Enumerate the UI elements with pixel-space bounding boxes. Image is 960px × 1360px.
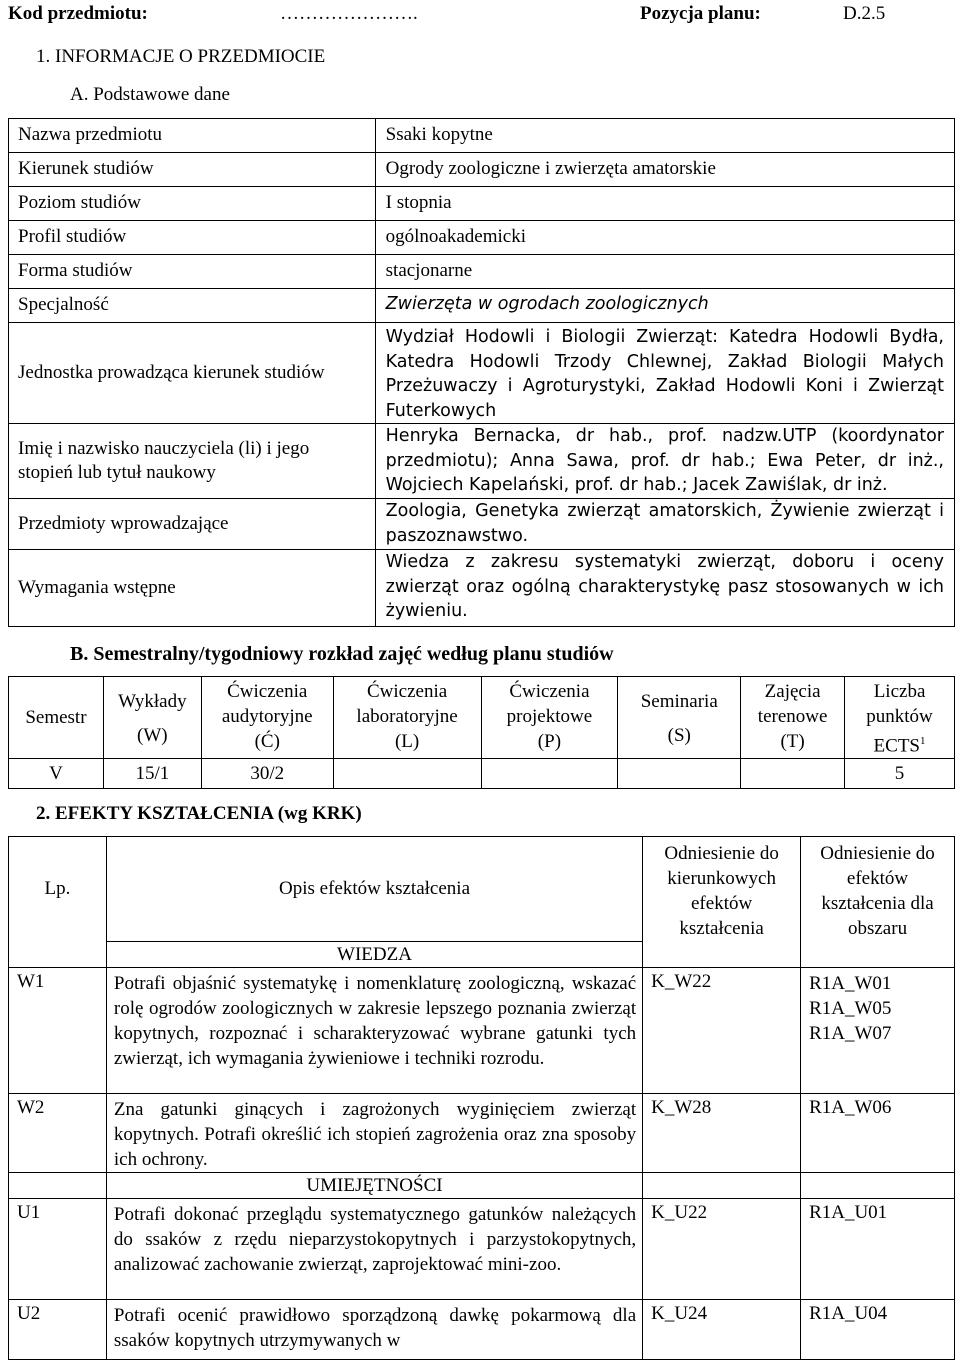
basic-value: Wydział Hodowli i Biologii Zwierząt: Katedra Hodowli Bydła, Katedra Hodowli Trzody Chlewnej, Zakład Biologii Małych Przeżuwaczy i Agroturystyki, Zakład Hodowli Koni i Zwierząt Futerkowych	[375, 323, 954, 424]
basic-value: Zwierzęta w ogrodach zoologicznych	[375, 289, 954, 323]
cw-audytoryjne-header: Ćwiczenia audytoryjne (Ć)	[201, 677, 333, 759]
semestr-header: Semestr	[9, 677, 104, 759]
kierunkowe-header: Odniesienie do kierunkowych efektów kształcenia	[643, 837, 801, 968]
effect-obszar: R1A_U04	[801, 1300, 955, 1360]
basic-label: Profil studiów	[9, 221, 376, 255]
schedule-semestr: V	[9, 759, 104, 789]
opis-header: Opis efektów kształcenia	[106, 837, 642, 942]
effect-kier: K_W28	[643, 1094, 801, 1173]
basic-label: Kierunek studiów	[9, 153, 376, 187]
umiejetnosci-spacer	[801, 1173, 955, 1199]
umiejetnosci-label: UMIEJĘTNOŚCI	[106, 1173, 642, 1199]
basic-value: ogólnoakademicki	[375, 221, 954, 255]
basic-label: Wymagania wstępne	[9, 550, 376, 627]
schedule-s	[618, 759, 741, 789]
effect-kier: K_U22	[643, 1199, 801, 1300]
section-a-title: A. Podstawowe dane	[70, 84, 230, 105]
obszar-header: Odniesienie do efektów kształcenia dla obszaru	[801, 837, 955, 968]
section-1-title: 1. INFORMACJE O PRZEDMIOCIE	[36, 46, 326, 67]
effect-kier: K_U24	[643, 1300, 801, 1360]
section-b-title: B. Semestralny/tygodniowy rozkład zajęć według planu studiów	[70, 643, 614, 665]
wyklady-header: Wykłady (W)	[103, 677, 201, 759]
schedule-w: 15/1	[103, 759, 201, 789]
schedule-t	[741, 759, 845, 789]
plan-position-value: D.2.5	[843, 3, 886, 24]
basic-label: Jednostka prowadząca kierunek studiów	[9, 323, 376, 424]
basic-label: Specjalność	[9, 289, 376, 323]
effect-obszar: R1A_W01 R1A_W05 R1A_W07	[801, 968, 955, 1094]
basic-value: Ssaki kopytne	[375, 119, 954, 153]
zajecia-terenowe-header: Zajęcia terenowe (T)	[741, 677, 845, 759]
basic-value: I stopnia	[375, 187, 954, 221]
schedule-l	[333, 759, 481, 789]
effect-obszar: R1A_W06	[801, 1094, 955, 1173]
schedule-table	[8, 676, 955, 789]
lp-header-spacer	[9, 942, 107, 968]
schedule-p	[481, 759, 618, 789]
cw-laboratoryjne-header: Ćwiczenia laboratoryjne (L)	[333, 677, 481, 759]
schedule-ects: 5	[845, 759, 955, 789]
schedule-c: 30/2	[201, 759, 333, 789]
basic-data-table	[8, 118, 955, 627]
plan-position-label: Pozycja planu:	[640, 3, 761, 24]
basic-label: Forma studiów	[9, 255, 376, 289]
cw-projektowe-header: Ćwiczenia projektowe (P)	[481, 677, 618, 759]
basic-value: Wiedza z zakresu systematyki zwierząt, doboru i oceny zwierząt oraz ogólną charakterystykę pasz stosowanych w ich żywieniu.	[375, 550, 954, 627]
effect-lp: W1	[9, 968, 107, 1094]
basic-label: Poziom studiów	[9, 187, 376, 221]
umiejetnosci-spacer	[643, 1173, 801, 1199]
effect-opis: Potrafi dokonać przeglądu systematycznego gatunków należących do ssaków z rzędu nieparzystokopytnych i parzystokopytnych, analizować zachowanie zwierząt, zaprojektować mini-zoo.	[106, 1199, 642, 1300]
wiedza-label: WIEDZA	[106, 942, 642, 968]
basic-label: Nazwa przedmiotu	[9, 119, 376, 153]
basic-value: Ogrody zoologiczne i zwierzęta amatorskie	[375, 153, 954, 187]
basic-value: stacjonarne	[375, 255, 954, 289]
effect-lp: U1	[9, 1199, 107, 1300]
basic-label: Imię i nazwisko nauczyciela (li) i jego stopień lub tytuł naukowy	[9, 424, 376, 499]
ects-header: Liczba punktów ECTS$^1$	[845, 677, 955, 759]
seminaria-header: Seminaria (S)	[618, 677, 741, 759]
effect-lp: U2	[9, 1300, 107, 1360]
effect-lp: W2	[9, 1094, 107, 1173]
effect-opis: Zna gatunki ginących i zagrożonych wyginięciem zwierząt kopytnych. Potrafi określić ich stopień zagrożenia oraz zna sposoby ich ochrony.	[106, 1094, 642, 1173]
umiejetnosci-spacer	[9, 1173, 107, 1199]
effect-kier: K_W22	[643, 968, 801, 1094]
effect-opis: Potrafi objaśnić systematykę i nomenklaturę zoologiczną, wskazać rolę ogrodów zoologicznych w zakresie lepszego poznania zwierząt kopytnych, rozpoznać i scharakteryzować wybrane gatunki tych zwierząt, ich wymagania żywieniowe i techniki rozrodu.	[106, 968, 642, 1094]
basic-label: Przedmioty wprowadzające	[9, 499, 376, 550]
effect-opis: Potrafi ocenić prawidłowo sporządzoną dawkę pokarmową dla ssaków kopytnych utrzymywanych w	[106, 1300, 642, 1360]
basic-value: Zoologia, Genetyka zwierząt amatorskich, Żywienie zwierząt i paszoznawstwo.	[375, 499, 954, 550]
basic-value: Henryka Bernacka, dr hab., prof. nadzw.UTP (koordynator przedmiotu); Anna Sawa, prof. dr hab.; Ewa Peter, dr inż., Wojciech Kapelański, prof. dr hab.; Jacek Zawiślak, dr inż.	[375, 424, 954, 499]
section-2-title: 2. EFEKTY KSZTAŁCENIA (wg KRK)	[36, 803, 362, 824]
effect-obszar: R1A_U01	[801, 1199, 955, 1300]
lp-header: Lp.	[9, 837, 107, 942]
effects-table	[8, 836, 955, 1360]
course-code-label: Kod przedmiotu:	[8, 3, 148, 24]
course-code-value: ………………….	[280, 3, 418, 24]
